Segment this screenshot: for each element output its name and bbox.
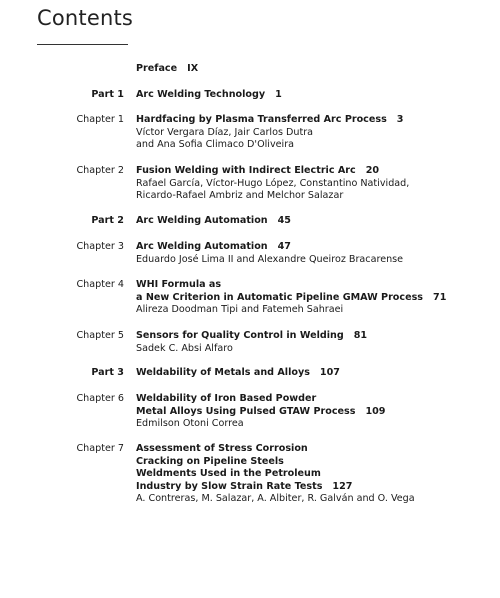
- toc-entry-title: Weldability of Metals and Alloys: [136, 367, 310, 378]
- toc-entry-title: a New Criterion in Automatic Pipeline GMAW Process: [136, 291, 424, 303]
- toc-entry-title: Industry by Slow Strain Rate Tests: [136, 480, 323, 492]
- toc-entry-body: [136, 330, 486, 355]
- toc-entry-title: Metal Alloys Using Pulsed GTAW Process: [136, 405, 356, 417]
- toc-entry-title-line: [136, 279, 486, 292]
- toc-entry-label: Chapter 4: [76, 279, 124, 290]
- toc-entry-body: [136, 443, 486, 506]
- toc-entry-title: Arc Welding Automation: [136, 241, 268, 252]
- toc-entry-title: Assessment of Stress Corrosion: [136, 443, 308, 454]
- toc-entry-body: [136, 89, 486, 102]
- toc-entry-label: Chapter 6: [76, 393, 124, 404]
- toc-entry-authors: A. Contreras, M. Salazar, A. Albiter, R. Galván and O. Vega: [136, 493, 415, 505]
- toc-entry-title-line: [136, 393, 486, 406]
- toc-entry-authors: Ricardo-Rafael Ambriz and Melchor Salazar: [136, 190, 344, 202]
- toc-entry-body: [136, 279, 486, 317]
- toc-entry-page: 45: [277, 215, 291, 226]
- toc-entry-body: [136, 165, 486, 203]
- toc-entry-title-line: [136, 241, 486, 254]
- toc-preface-page: IX: [187, 63, 199, 74]
- toc-preface-body: [136, 63, 486, 76]
- toc-entry-title: Weldments Used in the Petroleum: [136, 468, 321, 480]
- toc-entry-page: 71: [433, 291, 447, 303]
- toc-entry-body: [136, 215, 486, 228]
- toc-entry-label: Part 1: [91, 89, 124, 100]
- toc-entry-page: 20: [365, 165, 380, 176]
- toc-entry-title-line: [136, 215, 486, 228]
- toc-entry-title-line: [136, 114, 486, 127]
- toc-entry-title: Cracking on Pipeline Steels: [136, 455, 284, 467]
- toc-entry-body: [136, 114, 486, 152]
- toc-entry-page: 47: [277, 241, 291, 252]
- title-underline: [37, 44, 128, 45]
- toc-entry-title-line: [136, 292, 486, 305]
- toc-entry-title-line: [136, 406, 486, 419]
- toc-entry-page: 1: [275, 89, 282, 100]
- toc-entry-authors: Edmilson Otoni Correa: [136, 418, 244, 430]
- toc-entry-label: Chapter 7: [76, 443, 124, 454]
- toc-entry-title: Hardfacing by Plasma Transferred Arc Process: [136, 114, 387, 125]
- toc-entry-page: 107: [319, 367, 340, 378]
- toc-preface-line: [136, 63, 486, 76]
- toc-entry-title: Weldability of Iron Based Powder: [136, 393, 317, 404]
- toc-entry-authors: Alireza Doodman Tipi and Fatemeh Sahraei: [136, 304, 344, 316]
- toc-entry-title: Sensors for Quality Control in Welding: [136, 330, 344, 341]
- toc-entry-title: WHI Formula as: [136, 279, 222, 290]
- toc-entry-authors: and Ana Sofia Climaco D'Oliveira: [136, 139, 295, 151]
- toc-entry-body: [136, 393, 486, 431]
- toc-entry-authors: Sadek C. Absi Alfaro: [136, 342, 233, 354]
- toc-entry-title-line: [136, 330, 486, 343]
- toc-entry-title-line: [136, 481, 486, 494]
- toc-entry-body: [136, 241, 486, 266]
- toc-entry-label: Part 3: [91, 367, 124, 378]
- toc-entry-title: Arc Welding Automation: [136, 215, 268, 226]
- toc-preface-title: Preface: [136, 63, 178, 74]
- toc-entry-label: Chapter 1: [76, 114, 124, 125]
- toc-entry-label: Chapter 3: [76, 241, 124, 252]
- toc-entry-body: [136, 367, 486, 380]
- toc-entry-authors: Rafael García, Víctor-Hugo López, Constantino Natividad,: [136, 177, 410, 189]
- toc-entry-label: Chapter 2: [76, 165, 124, 176]
- toc-entry-label: Chapter 5: [76, 330, 124, 341]
- toc-entry-title-line: [136, 456, 486, 469]
- toc-entry-title-line: [136, 468, 486, 481]
- toc-entry-page: 109: [365, 405, 386, 417]
- toc-entry-title: Fusion Welding with Indirect Electric Arc: [136, 165, 356, 176]
- toc-entry-page: 127: [332, 480, 353, 492]
- page-title: Contents: [37, 6, 134, 30]
- toc-entry-title-line: [136, 165, 486, 178]
- toc-entry-label: Part 2: [91, 215, 124, 226]
- toc-entry-title-line: [136, 367, 486, 380]
- toc-entry-authors: Eduardo José Lima II and Alexandre Queiroz Bracarense: [136, 253, 404, 265]
- toc-entry-title-line: [136, 89, 486, 102]
- toc-entry-page: 3: [396, 114, 404, 125]
- toc-entry-authors: Víctor Vergara Díaz, Jair Carlos Dutra: [136, 126, 314, 138]
- toc-entry-title: Arc Welding Technology: [136, 89, 266, 100]
- toc-entry-title-line: [136, 443, 486, 456]
- toc-entry-page: 81: [353, 330, 368, 341]
